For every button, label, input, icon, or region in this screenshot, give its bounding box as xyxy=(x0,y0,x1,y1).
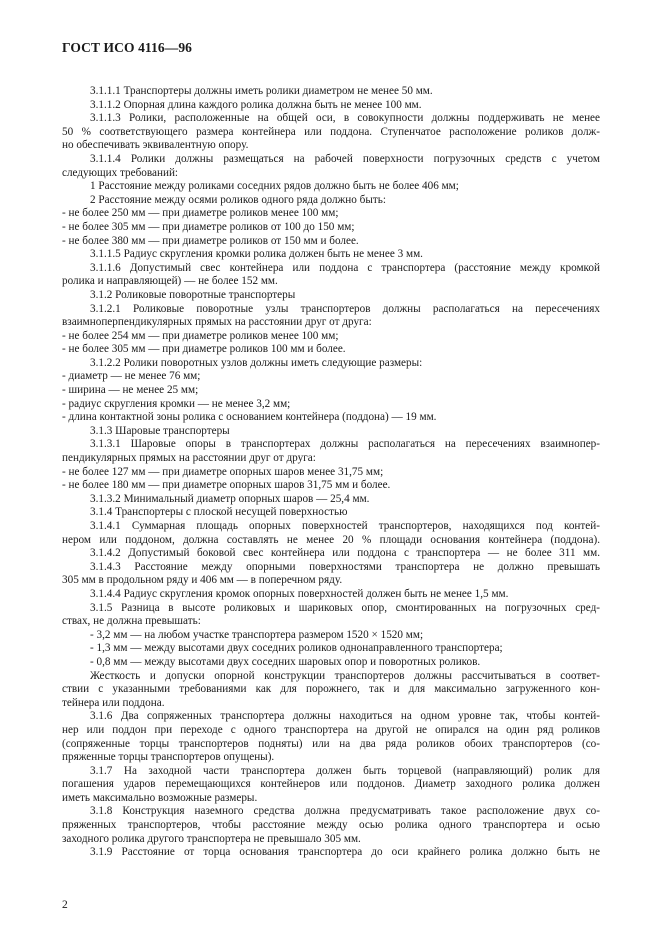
text-line: 3.1.1.3 Ролики, расположенные на общей оси, в совокупности должны поддерживать не менее xyxy=(90,112,600,125)
text-line: пряженные торцы транспортеров опущены). xyxy=(62,751,275,764)
text-line: - не более 127 мм — при диаметре опорных шаров менее 31,75 мм; xyxy=(62,465,384,478)
text-line: 3.1.3.2 Минимальный диаметр опорных шаров — 25,4 мм. xyxy=(90,492,370,505)
text-line: тейнера или поддона. xyxy=(62,696,165,709)
text-line: 3.1.4.2 Допустимый боковой свес контейнера или поддона с транспортера — не более 311 мм. xyxy=(90,547,600,560)
text-line: 50 % соответствующего размера контейнера или поддона. Ступенчатое расположение роликов долж- xyxy=(62,125,600,138)
text-line: 3.1.6 Два сопряженных транспортера должны находиться на одном уровне так, чтобы контей- xyxy=(90,710,600,723)
text-line: Жесткость и допуски опорной конструкции транспортеров должны рассчитываться в соответ- xyxy=(90,669,600,682)
page-number: 2 xyxy=(62,899,68,911)
text-line: 3.1.8 Конструкция наземного средства должна предусматривать такое расположение двух со- xyxy=(90,805,600,818)
text-line: 3.1.4.1 Суммарная площадь опорных поверхностей транспортеров, находящихся под контей- xyxy=(90,520,600,532)
text-line: нером или поддоном, должна составлять не менее 20 % площади основания контейнера (поддона). xyxy=(62,533,600,546)
text-line: 3.1.4.3 Расстояние между опорными поверхностями транспортера не должно превышать xyxy=(90,560,600,573)
text-line: 3.1.1.6 Допустимый свес контейнера или поддона с транспортера (расстояние между кромкой xyxy=(90,261,600,274)
text-line: 3.1.5 Разница в высоте роликовых и шариковых опор, смонтированных на погрузочных сред- xyxy=(90,601,600,614)
text-line: (сопряженные торцы транспортеров подняты) или на два ряда роликов обоих транспортеров (со- xyxy=(62,737,600,750)
text-line: 1 Расстояние между роликами соседних рядов должно быть не более 406 мм; xyxy=(90,180,459,193)
text-line: иметь максимально возможные размеры. xyxy=(62,791,258,804)
text-line: ствии с указанными требованиями как для порожнего, так и для максимально загруженного кон- xyxy=(62,683,600,696)
text-line: пендикулярных прямых на расстоянии друг от друга: xyxy=(62,452,316,465)
text-line: - диаметр — не менее 76 мм; xyxy=(62,370,201,383)
text-line: - не более 380 мм — при диаметре роликов от 150 мм и более. xyxy=(62,234,359,247)
text-line: 2 Расстояние между осями роликов одного ряда должно быть: xyxy=(90,193,386,206)
text-line: - длина контактной зоны ролика с основанием контейнера (поддона) — 19 мм. xyxy=(62,411,437,424)
document-body xyxy=(62,85,600,860)
text-line: - 3,2 мм — на любом участке транспортера размером 1520 × 1520 мм; xyxy=(90,628,424,641)
text-line: 3.1.2.1 Роликовые поворотные узлы транспортеров должны располагаться на пересечениях xyxy=(90,302,600,315)
text-line: ролика и направляющей) — не более 152 мм. xyxy=(62,275,278,288)
text-line: - не более 180 мм — при диаметре опорных шаров 31,75 мм и более. xyxy=(62,479,391,492)
standard-header: ГОСТ ИСО 4116—96 xyxy=(62,40,193,55)
text-line: - не более 305 мм — при диаметре роликов от 100 до 150 мм; xyxy=(62,220,355,233)
text-line: 3.1.9 Расстояние от торца основания транспортера до оси крайнего ролика должно быть не xyxy=(90,846,600,859)
text-line: - 1,3 мм — между высотами двух соседних роликов однонаправленного транспортера; xyxy=(90,642,503,655)
text-line: - радиус скругления кромки — не менее 3,2 мм; xyxy=(62,397,291,410)
text-line: пряженных транспортеров, чтобы расстояние между осью ролика одного транспортера и осью xyxy=(62,819,600,832)
text-line: погашения ударов перемещающихся контейнеров или поддонов. Диаметр заходного ролика должен xyxy=(62,778,600,791)
text-line: 3.1.2.2 Ролики поворотных узлов должны иметь следующие размеры: xyxy=(90,356,423,369)
text-line: следующих требований: xyxy=(62,166,179,179)
text-line: но обеспечивать эквивалентную опору. xyxy=(62,139,249,152)
text-line: нер или поддон при переходе с одного транспортера на другой не опирался на один ряд роликов xyxy=(62,723,600,736)
text-line: 3.1.1.2 Опорная длина каждого ролика должна быть не менее 100 мм. xyxy=(90,98,422,111)
text-line: 3.1.3.1 Шаровые опоры в транспортерах должны располагаться на пересечениях взаимнопер- xyxy=(90,438,600,451)
text-line: 3.1.1.1 Транспортеры должны иметь ролики диаметром не менее 50 мм. xyxy=(90,85,433,97)
text-line: заходного ролика другого транспортера не превышало 305 мм. xyxy=(62,832,361,845)
text-line: - 0,8 мм — между высотами двух соседних шаровых опор и поворотных роликов. xyxy=(90,655,481,668)
text-line: - не более 250 мм — при диаметре роликов менее 100 мм; xyxy=(62,207,339,220)
text-line: 3.1.1.4 Ролики должны размещаться на рабочей поверхности погрузочных средств с учетом xyxy=(90,152,600,165)
text-line: 3.1.4 Транспортеры с плоской несущей поверхностью xyxy=(90,506,348,519)
text-line: 3.1.3 Шаровые транспортеры xyxy=(90,424,230,437)
text-line: - ширина — не менее 25 мм; xyxy=(62,384,199,397)
text-line: 3.1.1.5 Радиус скругления кромки ролика должен быть не менее 3 мм. xyxy=(90,248,423,261)
text-line: - не более 254 мм — при диаметре роликов менее 100 мм; xyxy=(62,329,339,342)
text-line: - не более 305 мм — при диаметре роликов 100 мм и более. xyxy=(62,343,346,356)
text-line: ствах, не должна превышать: xyxy=(62,615,201,628)
text-line: 305 мм в продольном ряду и 406 мм — в поперечном ряду. xyxy=(62,574,343,587)
text-line: 3.1.2 Роликовые поворотные транспортеры xyxy=(90,288,296,301)
text-line: 3.1.4.4 Радиус скругления кромок опорных поверхностей должен быть не менее 1,5 мм. xyxy=(90,587,509,600)
text-line: взаимноперпендикулярных прямых на расстоянии друг от друга: xyxy=(62,316,372,329)
text-line: 3.1.7 На заходной части транспортера должен быть торцевой (направляющий) ролик для xyxy=(90,764,600,777)
